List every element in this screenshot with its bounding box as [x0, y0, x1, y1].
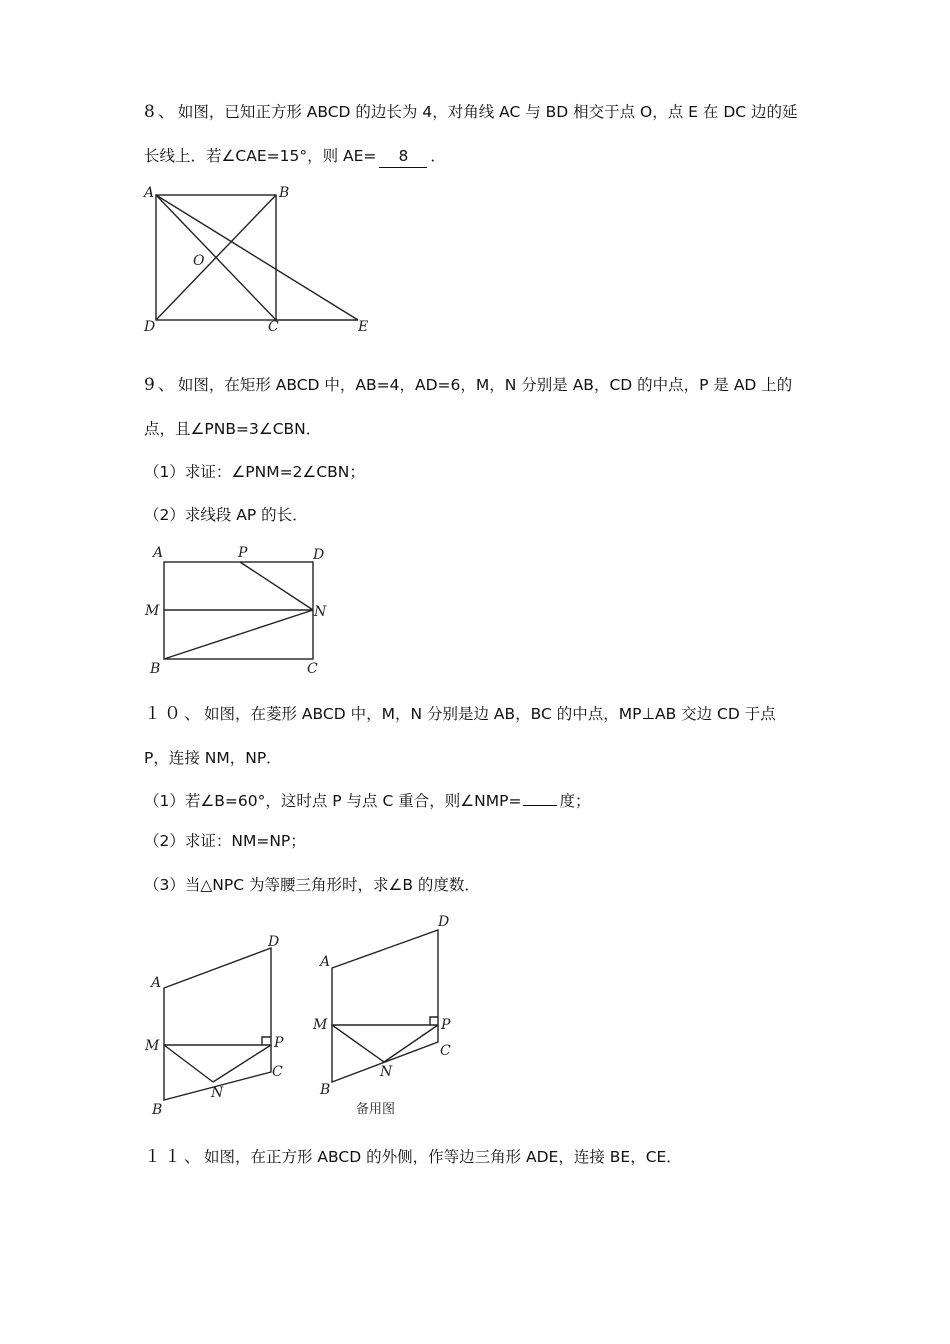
spare-label-m: M: [313, 1017, 328, 1033]
q10-label-a: A: [151, 975, 162, 991]
q10-label-c: C: [272, 1064, 283, 1080]
q10-line2: P，连接 NM，NP．: [144, 749, 282, 767]
segment-ae: [156, 195, 358, 320]
q10-line1: [144, 703, 776, 725]
segment-nm: [164, 1045, 213, 1082]
q10-label-m: M: [145, 1038, 160, 1054]
q8-label-d: D: [144, 319, 156, 335]
spare-label-p: P: [441, 1017, 451, 1033]
q10-number: １０、: [144, 704, 204, 724]
q9-label-n: N: [314, 604, 327, 620]
spare-figure-caption: 备用图: [356, 1102, 396, 1117]
q11-text1: 如图，在正方形 ABCD 的外侧，作等边三角形 ADE，连接 BE，CE．: [204, 1148, 682, 1166]
q9-label-b: B: [150, 661, 161, 677]
q10-label-p: P: [274, 1035, 284, 1051]
q10-label-d: D: [268, 934, 280, 950]
q9-text1: 如图，在矩形 ABCD 中，AB=4，AD=6，M，N 分别是 AB，CD 的中点，P 是 AD 上的: [177, 376, 793, 394]
q8-label-e: E: [358, 319, 369, 335]
q10-part1: [144, 788, 590, 812]
spare-rhombus-abcd: [332, 930, 438, 1082]
spare-label-n: N: [380, 1064, 393, 1080]
q9-label-c: C: [307, 661, 318, 677]
q8-text1: 如图，已知正方形 ABCD 的边长为 4，对角线 AC 与 BD 相交于点 O，点 E 在 DC 边的延: [177, 103, 798, 121]
q8-number: 8、: [144, 102, 178, 122]
q10-part1-text: （1）若∠B=60°，这时点 P 与点 C 重合，则∠NMP=: [144, 792, 522, 810]
q10-part2: （2）求证：NM=NP；: [144, 832, 306, 850]
q9-part1: （1）求证：∠PNM=2∠CBN；: [144, 463, 365, 481]
q8-answer-blank: 8: [379, 145, 427, 168]
segment-np: [213, 1045, 271, 1082]
spare-label-c: C: [440, 1043, 451, 1059]
q8-text2-end: ．: [430, 147, 446, 165]
q9-label-d: D: [313, 547, 325, 563]
q9-line2: 点，且∠PNB=3∠CBN．: [144, 420, 322, 438]
q9-number: 9、: [144, 375, 178, 395]
q9-label-m: M: [145, 603, 160, 619]
spare-label-a: A: [320, 954, 331, 970]
q9-label-p: P: [238, 545, 248, 561]
spare-segment-np: [384, 1025, 438, 1062]
spare-segment-nm: [332, 1025, 384, 1062]
q11-number: １１、: [144, 1147, 204, 1167]
rhombus-abcd: [164, 948, 271, 1100]
q8-label-c: C: [268, 319, 279, 335]
q10-answer-blank: [523, 788, 557, 806]
q9-line1: [144, 374, 792, 396]
q8-label-a: A: [144, 185, 155, 201]
q9-label-a: A: [153, 545, 164, 561]
segment-bn: [164, 610, 313, 659]
segment-pn: [240, 562, 313, 610]
spare-label-b: B: [320, 1082, 331, 1098]
q8-label-o: O: [193, 253, 205, 269]
q10-part1-end: 度；: [559, 792, 591, 810]
q10-label-n: N: [211, 1085, 224, 1101]
q10-part3: （3）当△NPC 为等腰三角形时，求∠B 的度数．: [144, 876, 480, 894]
q8-label-b: B: [279, 185, 290, 201]
q10-text1: 如图，在菱形 ABCD 中，M，N 分别是边 AB，BC 的中点，MP⊥AB 交边 CD 于点: [204, 705, 776, 723]
q10-label-b: B: [152, 1102, 163, 1118]
q9-part2: （2）求线段 AP 的长．: [144, 506, 308, 524]
spare-right-angle-mark: [430, 1017, 438, 1025]
right-angle-mark: [262, 1037, 271, 1045]
q8-text2: 长线上．若∠CAE=15°，则 AE=: [144, 147, 377, 165]
q11-line1: [144, 1146, 682, 1168]
spare-label-d: D: [438, 914, 450, 930]
